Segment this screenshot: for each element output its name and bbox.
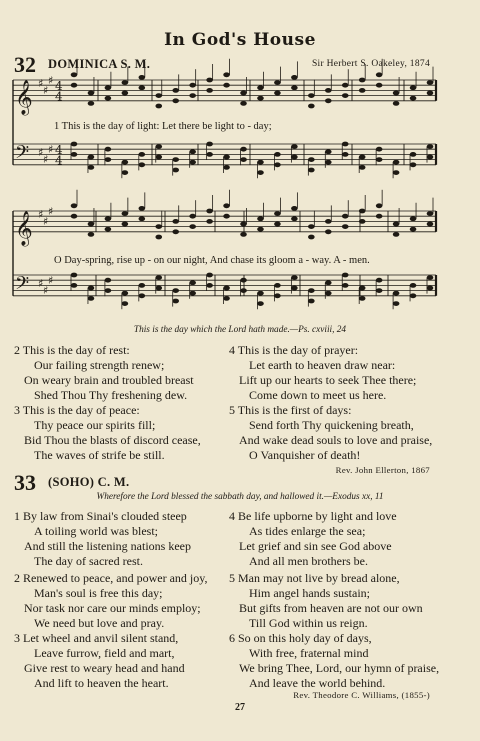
verse-line: With free, fraternal mind — [249, 646, 369, 660]
note-head — [308, 157, 315, 162]
verse-line: 3 This is the day of peace: — [14, 403, 140, 417]
verse-line: 2 Renewed to peace, and power and joy, — [14, 571, 208, 585]
note-head — [189, 214, 196, 219]
sharp-sign: ♯ — [38, 277, 44, 290]
verse-line: And still the listening nations keep — [24, 539, 191, 553]
verse — [14, 631, 185, 691]
sharp-sign: ♯ — [43, 215, 49, 228]
verse-line: 5 This is the first of days: — [229, 403, 352, 417]
note-head — [172, 219, 179, 224]
note-head — [342, 142, 349, 147]
note-head — [88, 222, 95, 227]
note-head — [139, 75, 146, 80]
note-head — [71, 83, 78, 88]
sharp-sign: ♯ — [48, 143, 54, 156]
note-head — [410, 216, 417, 221]
note-head — [325, 149, 332, 154]
verse-line: 6 So on this holy day of days, — [229, 631, 372, 645]
scripture-caption: This is the day which the Lord hath made.—Ps. cxviii, 24 — [133, 325, 347, 335]
verse-line: And wake dead souls to love and praise, — [239, 433, 433, 447]
note-head — [376, 278, 383, 283]
verse-line: Till God within us reign. — [249, 616, 368, 630]
page-number: 27 — [235, 702, 245, 713]
note-head — [139, 206, 146, 211]
note-head — [325, 98, 332, 103]
note-head — [427, 275, 434, 280]
time-signature: 4 — [55, 143, 63, 157]
note-head — [427, 211, 434, 216]
note-head — [257, 170, 264, 175]
note-head — [155, 144, 162, 149]
verse-line: And lift to heaven the heart. — [34, 676, 169, 690]
note-head — [410, 227, 417, 232]
note-head — [240, 222, 247, 227]
note-head — [427, 144, 434, 149]
note-head — [105, 288, 112, 293]
note-head — [359, 209, 366, 214]
verse — [229, 403, 432, 463]
note-head — [393, 232, 400, 237]
verse-line: Give rest to weary head and hand — [24, 661, 185, 675]
note-head — [155, 235, 162, 240]
note-head — [223, 83, 230, 88]
note-head — [393, 91, 400, 96]
note-head — [240, 91, 247, 96]
time-signature: 4 — [55, 79, 63, 93]
verse — [229, 631, 439, 691]
verse-line: We need but love and pray. — [34, 616, 165, 630]
note-head — [71, 72, 78, 77]
note-head — [393, 291, 400, 296]
note-head — [359, 165, 366, 170]
note-head — [139, 293, 146, 298]
note-head — [274, 152, 281, 157]
note-head — [155, 155, 162, 160]
sharp-sign: ♯ — [48, 74, 54, 87]
note-head — [427, 286, 434, 291]
bass-clef: 𝄢 — [15, 273, 30, 299]
verse-line: As tides enlarge the sea; — [249, 524, 366, 538]
note-head — [155, 286, 162, 291]
note-head — [172, 229, 179, 234]
note-head — [359, 296, 366, 301]
note-head — [88, 91, 95, 96]
bass-clef: 𝄢 — [15, 142, 30, 168]
note-head — [105, 96, 112, 101]
note-head — [393, 160, 400, 165]
note-head — [359, 286, 366, 291]
sharp-sign: ♯ — [38, 77, 44, 90]
note-head — [71, 152, 78, 157]
note-head — [122, 222, 129, 227]
verse-line: 3 Let wheel and anvil silent stand, — [14, 631, 179, 645]
composer-credit: Sir Herbert S. Oakeley, 1874 — [311, 59, 430, 69]
note-head — [359, 88, 366, 93]
verse-line: Our failing strength renew; — [34, 358, 165, 372]
note-head — [240, 278, 247, 283]
note-head — [122, 291, 129, 296]
note-head — [325, 229, 332, 234]
note-head — [88, 286, 95, 291]
author-credit: Rev. John Ellerton, 1867 — [335, 465, 430, 475]
music-score — [0, 0, 480, 330]
verse — [14, 509, 191, 569]
note-head — [189, 83, 196, 88]
note-head — [223, 72, 230, 77]
note-head — [308, 93, 315, 98]
verse-line: Shed Thou Thy freshening dew. — [34, 388, 188, 402]
note-head — [189, 291, 196, 296]
note-head — [291, 144, 298, 149]
note-head — [206, 283, 213, 288]
sharp-sign: ♯ — [43, 84, 49, 97]
note-head — [291, 286, 298, 291]
verse-line: 2 This is the day of rest: — [14, 343, 130, 357]
note-head — [410, 293, 417, 298]
note-head — [359, 155, 366, 160]
note-head — [172, 98, 179, 103]
note-head — [257, 160, 264, 165]
note-head — [257, 291, 264, 296]
note-head — [88, 165, 95, 170]
verse-line: Come down to meet us here. — [249, 388, 387, 402]
lyric-line: O Day-spring, rise up - on our night, And chase its gloom a - way. A - men. — [54, 255, 370, 266]
note-head — [240, 157, 247, 162]
verse-line: O Vanquisher of death! — [249, 448, 361, 462]
tune-name: (SOHO) C. M. — [48, 475, 130, 489]
note-head — [206, 152, 213, 157]
note-head — [342, 83, 349, 88]
note-head — [393, 301, 400, 306]
verse-line: Man's soul is free this day; — [34, 586, 163, 600]
verse — [229, 509, 397, 569]
verse-line: But gifts from heaven are not our own — [239, 601, 423, 615]
verse-line: Send forth Thy quickening breath, — [249, 418, 414, 432]
note-head — [206, 273, 213, 278]
note-head — [139, 85, 146, 90]
note-head — [122, 91, 129, 96]
note-head — [223, 214, 230, 219]
treble-clef: 𝄞 — [15, 210, 33, 246]
sharp-sign: ♯ — [48, 205, 54, 218]
note-head — [206, 142, 213, 147]
note-head — [342, 93, 349, 98]
note-head — [342, 283, 349, 288]
verse-line: On weary brain and troubled breast — [24, 373, 194, 387]
verse-line: Let grief and sin see God above — [239, 539, 392, 553]
verse-line: 1 By law from Sinai's clouded steep — [14, 509, 187, 523]
note-head — [206, 219, 213, 224]
note-head — [122, 170, 129, 175]
note-head — [274, 283, 281, 288]
note-head — [308, 288, 315, 293]
note-head — [376, 147, 383, 152]
note-head — [71, 273, 78, 278]
note-head — [342, 152, 349, 157]
note-head — [206, 78, 213, 83]
note-head — [291, 216, 298, 221]
lyric-line: 1 This is the day of light: Let there be light to - day; — [54, 121, 272, 132]
note-head — [393, 222, 400, 227]
note-head — [122, 160, 129, 165]
scripture-caption: Wherefore the Lord blessed the sabbath day, and hallowed it.—Exodus xx, 11 — [96, 492, 384, 502]
note-head — [291, 85, 298, 90]
note-head — [427, 80, 434, 85]
note-head — [376, 288, 383, 293]
note-head — [291, 75, 298, 80]
note-head — [88, 296, 95, 301]
verse-line: Him angel hands sustain; — [249, 586, 370, 600]
note-head — [223, 286, 230, 291]
note-head — [427, 155, 434, 160]
note-head — [71, 203, 78, 208]
note-head — [410, 85, 417, 90]
verse-line: We bring Thee, Lord, our hymn of praise, — [239, 661, 440, 675]
note-head — [376, 72, 383, 77]
hymn-number: 32 — [14, 52, 36, 77]
note-head — [274, 222, 281, 227]
note-head — [139, 162, 146, 167]
note-head — [291, 275, 298, 280]
note-head — [105, 157, 112, 162]
note-head — [342, 214, 349, 219]
page-title: In God's House — [164, 30, 316, 50]
note-head — [155, 224, 162, 229]
note-head — [274, 162, 281, 167]
note-head — [172, 168, 179, 173]
note-head — [410, 152, 417, 157]
note-head — [172, 288, 179, 293]
note-head — [257, 85, 264, 90]
note-head — [308, 235, 315, 240]
note-head — [122, 301, 129, 306]
note-head — [325, 291, 332, 296]
note-head — [206, 88, 213, 93]
verse-line: A toiling world was blest; — [34, 524, 158, 538]
note-head — [325, 219, 332, 224]
note-head — [376, 157, 383, 162]
note-head — [122, 80, 129, 85]
sharp-sign: ♯ — [43, 284, 49, 297]
note-head — [257, 227, 264, 232]
time-signature: 4 — [55, 89, 63, 104]
note-head — [359, 78, 366, 83]
sharp-sign: ♯ — [48, 274, 54, 287]
verse-line: Leave furrow, field and mart, — [34, 646, 175, 660]
verse — [229, 571, 423, 631]
note-head — [240, 101, 247, 106]
note-head — [189, 149, 196, 154]
note-head — [88, 232, 95, 237]
verse-line: Let earth to heaven draw near: — [249, 358, 396, 372]
note-head — [240, 288, 247, 293]
note-head — [155, 275, 162, 280]
note-head — [393, 101, 400, 106]
author-credit: Rev. Theodore C. Williams, (1855-) — [293, 690, 430, 700]
note-head — [376, 203, 383, 208]
note-head — [376, 83, 383, 88]
verse-line: 5 Man may not live by bread alone, — [229, 571, 400, 585]
note-head — [172, 88, 179, 93]
hymn-number: 33 — [14, 470, 36, 495]
note-head — [427, 91, 434, 96]
note-head — [342, 273, 349, 278]
note-head — [223, 165, 230, 170]
note-head — [71, 283, 78, 288]
verse — [229, 343, 416, 403]
note-head — [240, 232, 247, 237]
note-head — [308, 224, 315, 229]
note-head — [325, 280, 332, 285]
note-head — [427, 222, 434, 227]
verse-line: And leave the world behind. — [249, 676, 386, 690]
note-head — [274, 80, 281, 85]
note-head — [291, 206, 298, 211]
note-head — [105, 227, 112, 232]
note-head — [189, 93, 196, 98]
note-head — [88, 101, 95, 106]
note-head — [376, 214, 383, 219]
note-head — [308, 168, 315, 173]
time-signature: 4 — [55, 153, 63, 168]
note-head — [189, 160, 196, 165]
note-head — [325, 88, 332, 93]
verse-line: And all men brothers be. — [249, 554, 368, 568]
note-head — [342, 224, 349, 229]
note-head — [139, 216, 146, 221]
note-head — [189, 280, 196, 285]
note-head — [359, 219, 366, 224]
note-head — [291, 155, 298, 160]
verse-line: 4 Be life upborne by light and love — [229, 509, 397, 523]
note-head — [223, 155, 230, 160]
note-head — [410, 283, 417, 288]
note-head — [308, 299, 315, 304]
verse — [14, 403, 201, 463]
note-head — [88, 155, 95, 160]
note-head — [223, 296, 230, 301]
note-head — [257, 216, 264, 221]
verse-line: Lift up our hearts to seek Thee there; — [239, 373, 417, 387]
note-head — [105, 216, 112, 221]
verse-line: Bid Thou the blasts of discord cease, — [24, 433, 201, 447]
note-head — [274, 91, 281, 96]
note-head — [274, 211, 281, 216]
note-head — [257, 96, 264, 101]
note-head — [240, 147, 247, 152]
treble-clef: 𝄞 — [15, 79, 33, 115]
verse-line: Thy peace our spirits fill; — [34, 418, 156, 432]
note-head — [105, 85, 112, 90]
verse — [14, 571, 207, 631]
sharp-sign: ♯ — [43, 153, 49, 166]
note-head — [71, 142, 78, 147]
note-head — [139, 283, 146, 288]
note-head — [189, 224, 196, 229]
note-head — [155, 93, 162, 98]
note-head — [206, 209, 213, 214]
note-head — [122, 211, 129, 216]
verse — [14, 343, 194, 403]
sharp-sign: ♯ — [38, 146, 44, 159]
sharp-sign: ♯ — [38, 208, 44, 221]
note-head — [325, 160, 332, 165]
verse-line: Nor task nor care our minds employ; — [24, 601, 201, 615]
note-head — [308, 104, 315, 109]
note-head — [257, 301, 264, 306]
note-head — [274, 293, 281, 298]
note-head — [139, 152, 146, 157]
tune-name: DOMINICA S. M. — [48, 57, 151, 71]
verse-line: The day of sacred rest. — [34, 554, 143, 568]
note-head — [393, 170, 400, 175]
note-head — [155, 104, 162, 109]
verse-line: The waves of strife be still. — [34, 448, 165, 462]
note-head — [410, 162, 417, 167]
note-head — [71, 214, 78, 219]
note-head — [410, 96, 417, 101]
note-head — [172, 157, 179, 162]
verse-line: 4 This is the day of prayer: — [229, 343, 359, 357]
note-head — [172, 299, 179, 304]
note-head — [105, 147, 112, 152]
note-head — [105, 278, 112, 283]
note-head — [223, 203, 230, 208]
